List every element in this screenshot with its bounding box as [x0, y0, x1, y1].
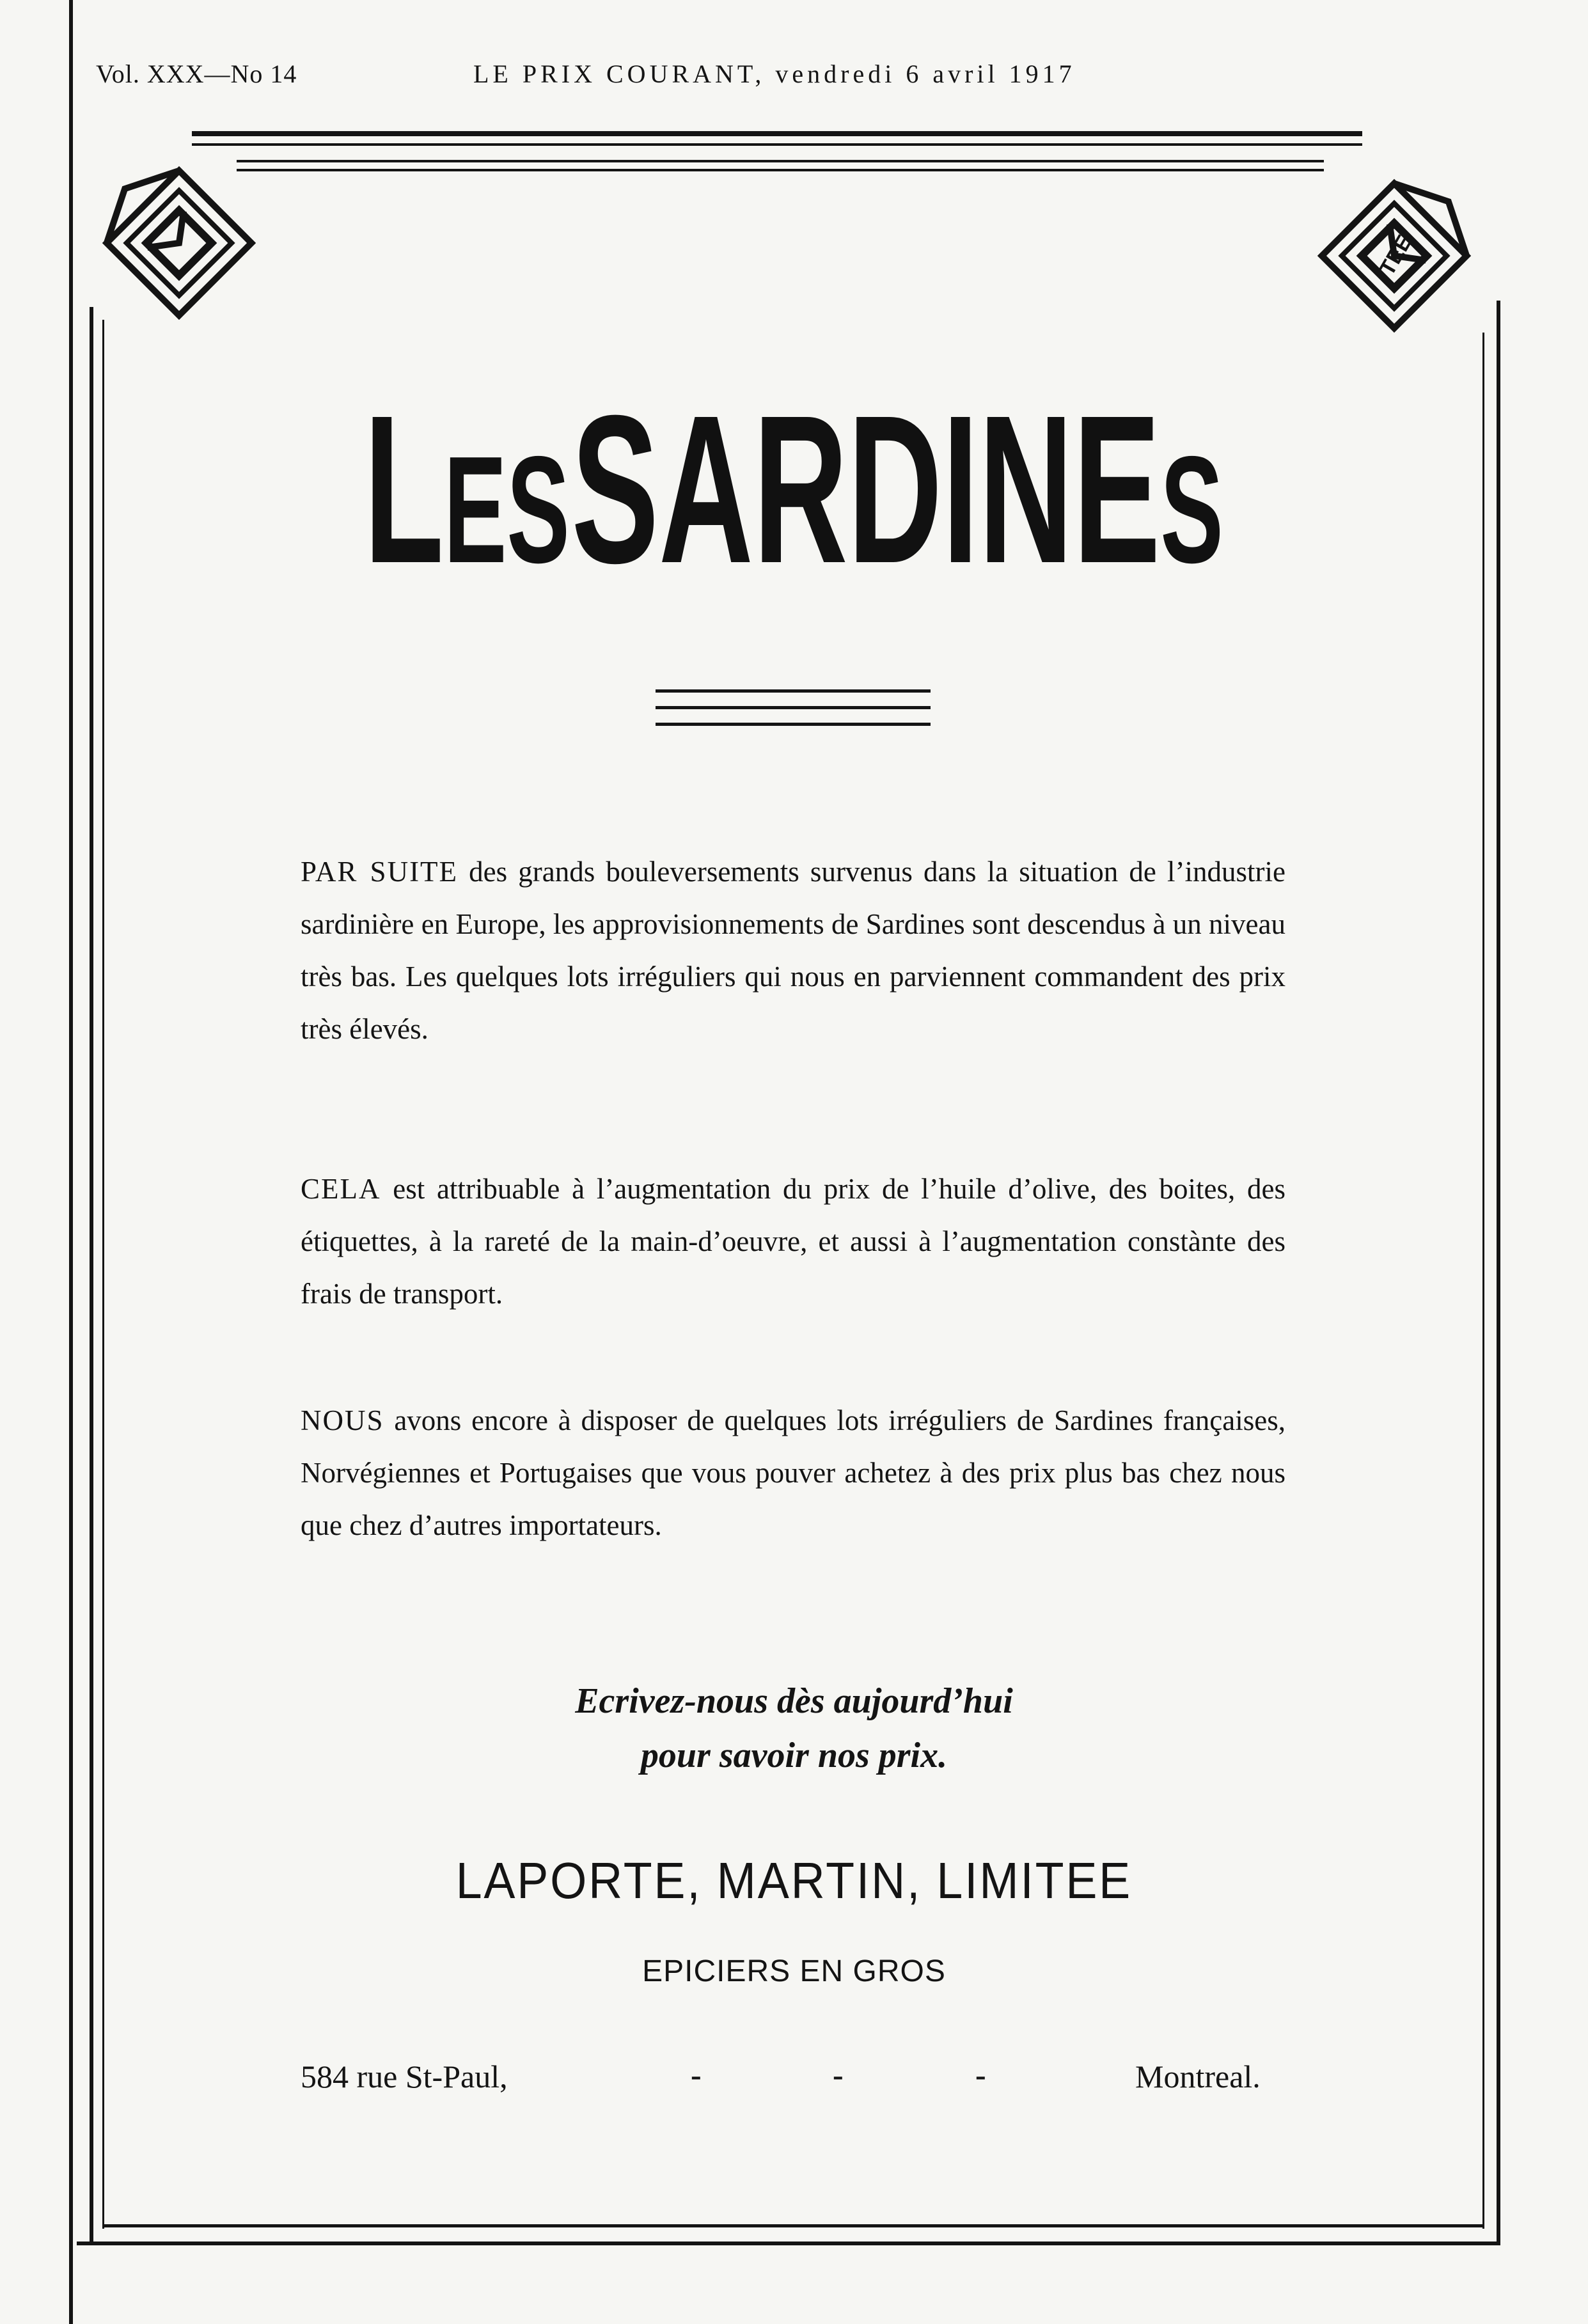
- callout-line-2: pour savoir nos prix.: [640, 1736, 948, 1775]
- volume-number: Vol. XXX—No 14: [96, 59, 297, 88]
- brand-logo-left-icon: [90, 147, 269, 339]
- paragraph-offer: [301, 1394, 1285, 1551]
- logo-lettering: TEE: [1374, 231, 1417, 280]
- publication-line: LE PRIX COURANT, vendredi 6 avril 1917: [473, 59, 1076, 88]
- company-subtitle: EPICIERS EN GROS: [642, 1954, 946, 1988]
- title-sardine: SARDINE: [571, 371, 1161, 607]
- callout-line-1: Ecrivez-nous dès aujourd’hui: [575, 1681, 1013, 1721]
- paragraph-body: est attribuable à l’augmentation du prix de l’huile d’olive, des boites, des étiquettes, à la rareté de la main-d’oeuvre, et aussi à l’augmentation constànte des frais de transport.: [301, 1173, 1285, 1310]
- paragraph-lead: PAR SUITE: [301, 856, 459, 888]
- frame-left-inner: [102, 320, 104, 2229]
- top-rule: [237, 169, 1324, 171]
- ad-title: [301, 371, 1285, 607]
- address-dash: -: [975, 2057, 986, 2092]
- company-name: LAPORTE, MARTIN, LIMITEE: [455, 1852, 1133, 1909]
- top-rule: [192, 143, 1362, 146]
- title-es: ES: [443, 425, 570, 595]
- frame-left-outer: [90, 307, 93, 2242]
- street-address: 584 rue St-Paul,: [301, 2059, 508, 2094]
- frame-bottom-outer: [77, 2242, 1500, 2245]
- frame-right-inner: [1482, 333, 1484, 2229]
- title-divider: [656, 689, 931, 693]
- paragraph-lead: NOUS: [301, 1404, 384, 1436]
- top-rule: [192, 131, 1362, 136]
- frame-right-outer: [1497, 301, 1500, 2242]
- address-dash: -: [833, 2057, 844, 2092]
- paragraph-body: avons encore à disposer de quelques lots irréguliers de Sardines françaises, Norvégiennes et Portugaises que vous pouver achetez à des prix plus bas chez nous que chez d’autres importateurs.: [301, 1404, 1285, 1541]
- paragraph-costs: [301, 1163, 1285, 1320]
- address-dash: -: [691, 2057, 702, 2092]
- title-s: S: [1160, 425, 1223, 595]
- city: Montreal.: [1135, 2059, 1261, 2094]
- title-cap-l: L: [364, 371, 444, 607]
- title-divider: [656, 706, 931, 709]
- top-rule: [237, 160, 1324, 162]
- paragraph-body: des grands bouleversements survenus dans la situation de l’industrie sardinière en Europe, les approvisionnements de Sardines sont descendus à un niveau très bas. Les quelques lots irréguliers qui nous en parviennent commandent des prix très élevés.: [301, 856, 1285, 1045]
- title-divider: [656, 723, 931, 726]
- frame-bottom-inner: [102, 2224, 1484, 2227]
- paragraph-lead: CELA: [301, 1173, 381, 1205]
- paragraph-supply: [301, 845, 1285, 1055]
